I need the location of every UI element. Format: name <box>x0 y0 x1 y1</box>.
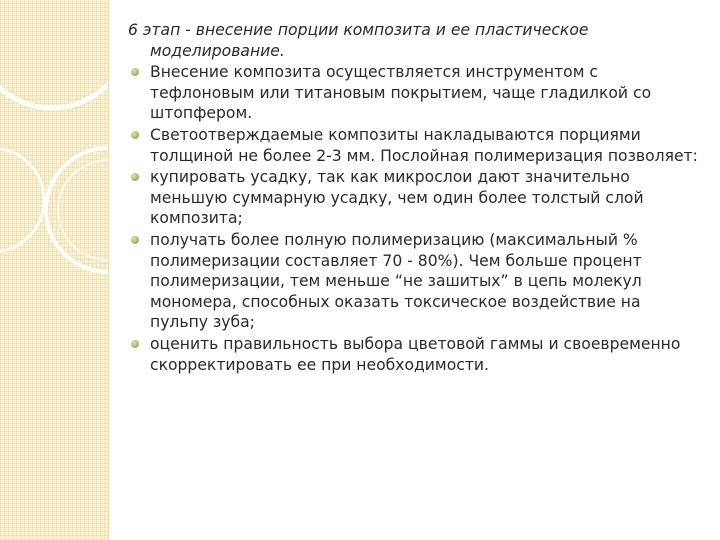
bullet-item <box>128 125 703 166</box>
decorative-side-panel <box>0 0 109 540</box>
bullet-text: Светоотверждаемые композиты накладываются порциями толщиной не более 2-3 мм. Послойная полимеризация позволяет: <box>150 125 698 165</box>
ornament-circles <box>0 0 108 540</box>
bullet-text: Внесение композита осуществляется инструментом с тефлоновым или титановым покрытием, чаще гладилкой со штопфером. <box>150 63 652 123</box>
bullet-text: оценить правильность выбора цветовой гаммы и своевременно скорректировать ее при необходимости. <box>150 334 681 374</box>
bullet-item <box>128 62 703 124</box>
bullet-text: купировать усадку, так как микрослои дают значительно меньшую суммарную усадку, чем один более толстый слой композита; <box>150 168 644 228</box>
bullet-dot-icon <box>131 68 139 76</box>
slide-heading: 6 этап - внесение порции композита и ее пластическое моделирование. <box>128 21 589 60</box>
bullet-list <box>128 62 703 375</box>
bullet-item <box>128 167 703 229</box>
bullet-dot-icon <box>131 131 139 139</box>
bullet-item <box>128 334 703 375</box>
bullet-text: получать более полную полимеризацию (максимальный % полимеризации составляет 70 - 80%). Чем больше процент полимеризации, тем меньше “не зашитых” в цепь молекул мономера, способных оказать токсическое воздействие на пульпу зуба; <box>150 230 642 332</box>
bullet-dot-icon <box>131 173 139 181</box>
slide-content <box>128 20 703 376</box>
bullet-dot-icon <box>131 340 139 348</box>
bullet-dot-icon <box>131 236 139 244</box>
bullet-item <box>128 230 703 333</box>
